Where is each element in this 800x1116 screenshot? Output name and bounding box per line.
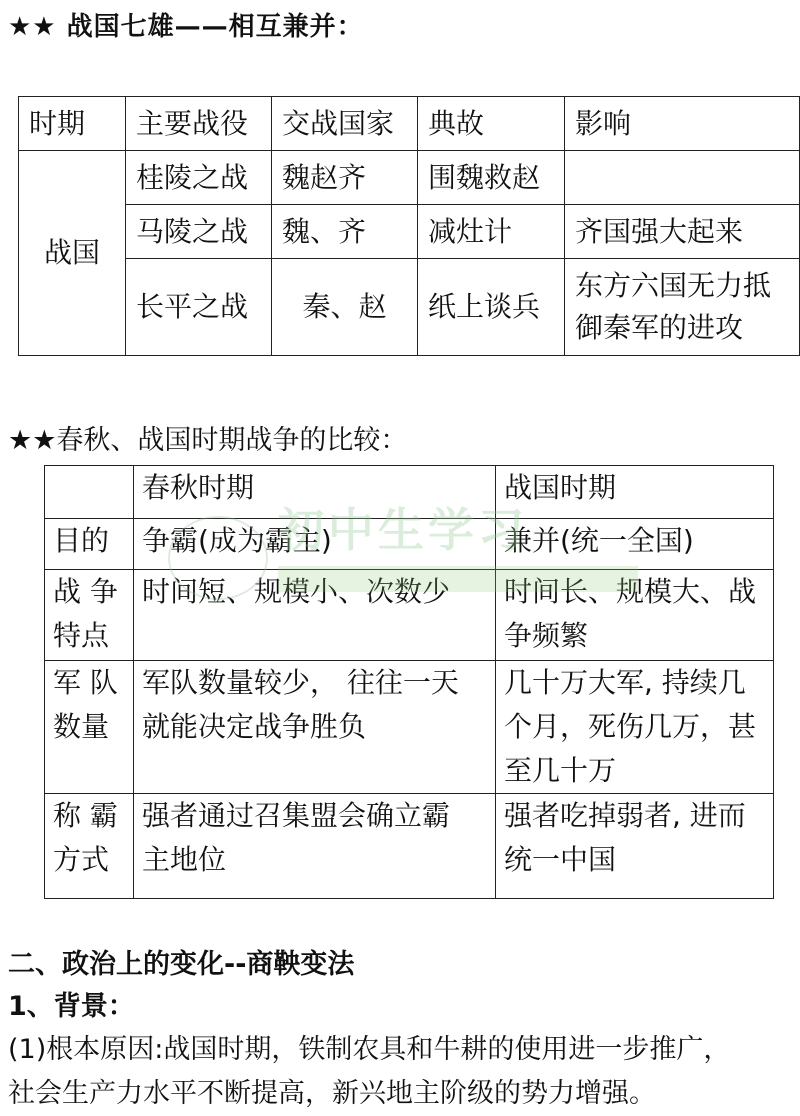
cell-line: 目的	[53, 524, 110, 557]
warring-states-cell	[496, 661, 774, 794]
table-row	[45, 570, 774, 661]
states-cell: 魏赵齐	[272, 151, 418, 205]
row-label-cell	[45, 794, 134, 899]
cell-line: 数量	[53, 710, 110, 743]
table-row	[19, 205, 800, 259]
battles-table	[18, 96, 800, 356]
heading-seven-states: ★★ 战国七雄——相互兼并：	[8, 12, 364, 42]
paragraph	[8, 1028, 798, 1116]
header-cell: 战国时期	[496, 466, 774, 519]
impact-line: 御秦军的进攻	[575, 311, 744, 344]
paragraph-line: (1)根本原因:战国时期，铁制农具和牛耕的使用进一步推广，	[8, 1034, 731, 1065]
cell-line: 军 队	[53, 666, 118, 699]
cell-line: 强者吃掉弱者, 进而	[504, 799, 746, 832]
header-cell: 典故	[418, 97, 565, 151]
table-header-row	[45, 466, 774, 519]
cell-line: 至几十万	[504, 754, 617, 787]
heading-war-comparison: ★★春秋、战国时期战争的比较：	[8, 425, 408, 456]
paragraph-line: 社会生产力水平不断提高，新兴地主阶级的势力增强。	[8, 1078, 656, 1109]
cell-line: 就能决定战争胜负	[142, 710, 367, 743]
cell-line: 强者通过召集盟会确立霸	[142, 799, 451, 832]
header-cell: 春秋时期	[134, 466, 496, 519]
allusion-cell: 围魏救赵	[418, 151, 565, 205]
cell-line: 几十万大军, 持续几	[504, 666, 746, 699]
battle-cell: 马陵之战	[126, 205, 272, 259]
cell-line: 争霸(成为霸主)	[142, 524, 332, 557]
cell-line: 时间短、规模小、次数少	[142, 575, 451, 608]
header-cell: 时期	[19, 97, 126, 151]
header-cell	[45, 466, 134, 519]
header-cell: 交战国家	[272, 97, 418, 151]
impact-cell	[565, 151, 800, 205]
impact-line: 东方六国无力抵	[575, 269, 772, 302]
warring-states-cell	[496, 570, 774, 661]
row-label-cell	[45, 661, 134, 794]
header-cell: 影响	[565, 97, 800, 151]
header-cell: 主要战役	[126, 97, 272, 151]
table-row	[45, 519, 774, 570]
spring-autumn-cell	[134, 661, 496, 794]
cell-line: 特点	[53, 619, 110, 652]
period-cell: 战国	[19, 151, 126, 356]
table-row	[19, 151, 800, 205]
spring-autumn-cell	[134, 794, 496, 899]
section-title: 二、政治上的变化--商鞅变法	[8, 949, 355, 980]
battle-cell: 桂陵之战	[126, 151, 272, 205]
row-label-cell	[45, 570, 134, 661]
states-cell: 魏、齐	[272, 205, 418, 259]
watermark-text: 初中生学习	[278, 503, 528, 557]
warring-states-cell	[496, 794, 774, 899]
battle-cell: 长平之战	[126, 259, 272, 356]
cell-line: 争频繁	[504, 619, 589, 652]
row-label-cell	[45, 519, 134, 570]
cell-line: 主地位	[142, 843, 227, 876]
war-comparison-table	[44, 465, 774, 899]
cell-line: 统一中国	[504, 843, 617, 876]
allusion-cell: 减灶计	[418, 205, 565, 259]
sub-title: 1、背景：	[8, 991, 135, 1022]
spring-autumn-cell	[134, 570, 496, 661]
cell-line: 方式	[53, 843, 110, 876]
cell-line: 兼并(统一全国)	[504, 524, 694, 557]
cell-line: 军队数量较少， 往往一天	[142, 666, 459, 699]
table-row	[19, 259, 800, 356]
states-cell: 秦、赵	[272, 259, 418, 356]
table-row	[45, 661, 774, 794]
cell-line: 个月，死伤几万，甚	[504, 710, 757, 743]
cell-line: 称 霸	[53, 799, 118, 832]
spring-autumn-cell	[134, 519, 496, 570]
impact-cell: 齐国强大起来	[565, 205, 800, 259]
table-row	[45, 794, 774, 899]
impact-cell	[565, 259, 800, 356]
cell-line: 时间长、规模大、战	[504, 575, 757, 608]
warring-states-cell	[496, 519, 774, 570]
table-header-row	[19, 97, 800, 151]
allusion-cell: 纸上谈兵	[418, 259, 565, 356]
cell-line: 战 争	[53, 575, 118, 608]
